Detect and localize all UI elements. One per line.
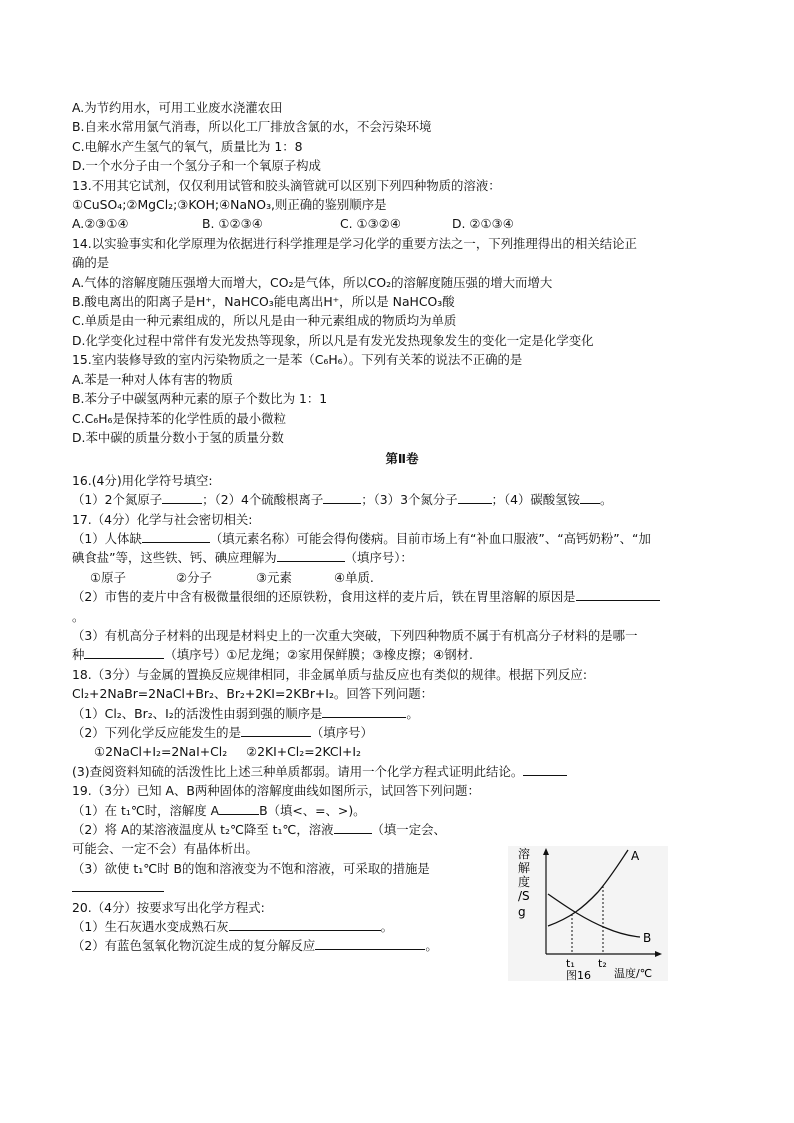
q16-blank-1[interactable]: [162, 490, 202, 504]
q18-equation: Cl₂+2NaBr=2NaCl+Br₂、Br₂+2KI=2KBr+I₂。回答下列问题：: [72, 686, 434, 702]
tick-t2: t₂: [598, 957, 607, 970]
q12-option-d: D.一个水分子由一个氢分子和一个氧原子构成: [72, 158, 321, 174]
q15-stem: 15.室内装修导致的室内污染物质之一是苯（C₆H₆）。下列有关苯的说法不正确的是: [72, 352, 523, 368]
q18-p2a: （2）下列化学反应能发生的是: [72, 725, 241, 740]
ylabel-3: 度: [518, 875, 531, 889]
q18-option-1: ①2NaCl+I₂=2NaI+Cl₂: [94, 744, 228, 760]
q19-stem: 19.（3分）已知 A、B两种固体的溶解度曲线如图所示，试回答下列问题：: [72, 783, 480, 799]
q16-blank-2[interactable]: [323, 490, 361, 504]
q18-p3: (3)查阅资料知硫的活泼性比上述三种单质都弱。请用一个化学方程式证明此结论。: [72, 763, 524, 779]
q17-blank-1[interactable]: [142, 529, 210, 543]
q17-options: [72, 568, 732, 587]
section-title: 第Ⅱ卷: [385, 451, 419, 467]
q13-option-d: D. ②①③④: [452, 216, 514, 232]
figure-background: [508, 846, 668, 981]
q13-stem: 13.不用其它试剂，仅仅利用试管和胶头滴管就可以区别下列四种物质的溶液：: [72, 177, 501, 193]
q18-p1a: （1）Cl₂、Br₂、I₂的活泼性由弱到强的顺序是: [72, 705, 323, 721]
q19-p1a: （1）在 t₁℃时，溶解度 A: [72, 802, 220, 818]
q18-stem: 18.（3分）与金属的置换反应规律相同，非金属单质与盐反应也有类似的规律。根据下列反应:: [72, 666, 587, 682]
q17-option-1: ①原子: [90, 569, 126, 585]
q19-part3: （3）欲使 t₁℃时 B的饱和溶液变为不饱和溶液，可采取的措施是: [72, 860, 430, 876]
exam-page: [72, 98, 732, 956]
q17-blank-3[interactable]: [576, 587, 660, 601]
q17-p2a: （2）市售的麦片中含有极微量很细的还原铁粉，食用这样的麦片后，铁在胃里溶解的原因是: [72, 589, 576, 605]
q18-blank-3[interactable]: [523, 762, 567, 776]
q18-part2: [72, 723, 732, 742]
ylabel-4: /S: [518, 889, 530, 903]
q13-options: [72, 214, 732, 233]
curve-a-label: A: [631, 849, 640, 863]
q17-p1a: （1）人体缺: [72, 530, 142, 546]
ylabel-1: 溶: [518, 847, 531, 861]
q12-option-c: C.电解水产生氢气的氧气，质量比为 1：8: [72, 138, 303, 154]
q17-p1b: （填元素名称）可能会得佝偻病。目前市场上有“补血口服液”、“高钙奶粉”、“加: [209, 530, 651, 546]
q18-part1: [72, 704, 732, 723]
q18-options: [72, 742, 732, 761]
q13-option-c: C. ①③②④: [340, 216, 401, 232]
q14-option-b: B.酸电离出的阳离子是H⁺，NaHCO₃能电离出H⁺，所以是 NaHCO₃酸: [72, 294, 455, 310]
q14-stem-2: 确的是: [72, 255, 110, 271]
q16-part-3: ；（3）3个氮分子: [361, 492, 458, 508]
q13-option-b: B. ①②③④: [202, 216, 263, 232]
q20-blank-1[interactable]: [229, 917, 381, 931]
q17-blank-2[interactable]: [277, 548, 345, 562]
q14-option-c: C.单质是由一种元素组成的，所以凡是由一种元素组成的物质均为单质: [72, 313, 457, 329]
q15-option-d: D.苯中碳的质量分数小于氢的质量分数: [72, 429, 284, 445]
q19-part2-line1: [72, 820, 732, 839]
q17-stem: 17.（4分）化学与社会密切相关:: [72, 511, 253, 527]
q19-blank-2[interactable]: [334, 820, 372, 834]
q12-option-b: B.自来水常用氯气消毒，所以化工厂排放含氯的水，不会污染环境: [72, 119, 432, 135]
q18-option-2: ②2KI+Cl₂=2KCl+I₂: [246, 744, 362, 760]
q20-blank-2[interactable]: [315, 936, 425, 950]
q17-option-2: ②分子: [176, 569, 212, 585]
q14-option-a: A.气体的溶解度随压强增大而增大，CO₂是气体，所以CO₂的溶解度随压强的增大而增大: [72, 274, 553, 290]
solubility-figure: [508, 846, 668, 981]
q16-blank-3[interactable]: [458, 490, 492, 504]
q13-option-a: A.②③①④: [72, 216, 129, 232]
q15-option-c: C.C₆H₆是保持苯的化学性质的最小微粒: [72, 410, 286, 426]
q19-blank-1[interactable]: [219, 801, 259, 815]
q17-part1-line1: [72, 529, 732, 548]
q16-part-2: ；（2）4个硫酸根离子: [202, 492, 324, 508]
solubility-chart: [508, 846, 668, 981]
q15-option-a: A.苯是一种对人体有害的物质: [72, 371, 233, 387]
q20-stem: 20.（4分）按要求写出化学方程式:: [72, 899, 265, 915]
q19-blank-3[interactable]: [72, 878, 164, 892]
q17-p3b: 种: [72, 647, 85, 663]
q17-option-3: ③元素: [256, 569, 292, 585]
q15-option-b: B.苯分子中碳氢两种元素的原子个数比为 1：1: [72, 391, 328, 407]
q18-part3: [72, 762, 732, 781]
q19-p1b: B（填<、=、>)。: [259, 802, 366, 818]
q17-p1d: （填序号）：: [344, 550, 413, 566]
q19-part1: [72, 801, 732, 820]
q16-end: 。: [599, 492, 613, 508]
q20-p2end: 。: [425, 938, 438, 954]
q17-option-4: ④单质.: [334, 569, 374, 585]
q17-p2b: 。: [72, 608, 85, 624]
q19-p2b: （填一定会、: [371, 822, 446, 838]
q19-p2c: 可能会、一定不会）有晶体析出。: [72, 841, 258, 857]
ylabel-5: g: [518, 905, 526, 919]
q14-stem-1: 14.以实验事实和化学原理为依据进行科学推理是学习化学的重要方法之一，下列推理得出的相关结论正: [72, 235, 637, 251]
q17-part3-line1: （3）有机高分子材料的出现是材料史上的一次重大突破，下列四种物质不属于有机高分子材料的是哪一: [72, 627, 638, 643]
q16-stem: 16.(4分)用化学符号填空:: [72, 472, 213, 488]
q16-part-4: ；（4）碳酸氢铵: [491, 492, 580, 508]
q18-p2b: （填序号）: [310, 725, 373, 740]
tick-t1: t₁: [566, 957, 575, 970]
q14-option-d: D.化学变化过程中常伴有发光发热等现象，所以凡是有发光发热现象发生的变化一定是化学变化: [72, 332, 594, 348]
q17-p1c: 碘食盐”等，这些铁、钙、碘应理解为: [72, 550, 277, 566]
q17-p3c: （填序号）①尼龙绳；②家用保鲜膜；③橡皮擦；④钢材.: [164, 647, 473, 663]
q17-part2-line1: [72, 587, 732, 606]
q19-p2a: （2）将 A的某溶液温度从 t₂℃降至 t₁℃，溶液: [72, 822, 334, 838]
q20-p2: （2）有蓝色氢氧化物沉淀生成的复分解反应: [72, 938, 316, 954]
q16-blank-4[interactable]: [580, 490, 600, 504]
q20-p1end: 。: [380, 919, 393, 935]
q17-part1-line2: [72, 548, 732, 567]
q18-p1b: 。: [406, 705, 419, 721]
q16-blanks-line: [72, 490, 732, 509]
q13-items: ①CuSO₄;②MgCl₂;③KOH;④NaNO₃,则正确的鉴别顺序是: [72, 197, 387, 213]
x-axis-label: 温度/℃: [614, 967, 653, 980]
figure-caption: 图16: [566, 969, 591, 981]
curve-b-label: B: [643, 931, 652, 945]
ylabel-2: 解: [518, 861, 531, 875]
q17-part3-line2: [72, 645, 732, 664]
q18-blank-2[interactable]: [241, 723, 311, 737]
q12-option-a: A.为节约用水，可用工业废水浇灌农田: [72, 100, 283, 115]
q16-part-1: （1）2个氮原子: [72, 492, 163, 508]
q20-p1: （1）生石灰遇水变成熟石灰: [72, 919, 229, 935]
q17-blank-4[interactable]: [84, 645, 164, 659]
q18-blank-1[interactable]: [322, 704, 406, 718]
